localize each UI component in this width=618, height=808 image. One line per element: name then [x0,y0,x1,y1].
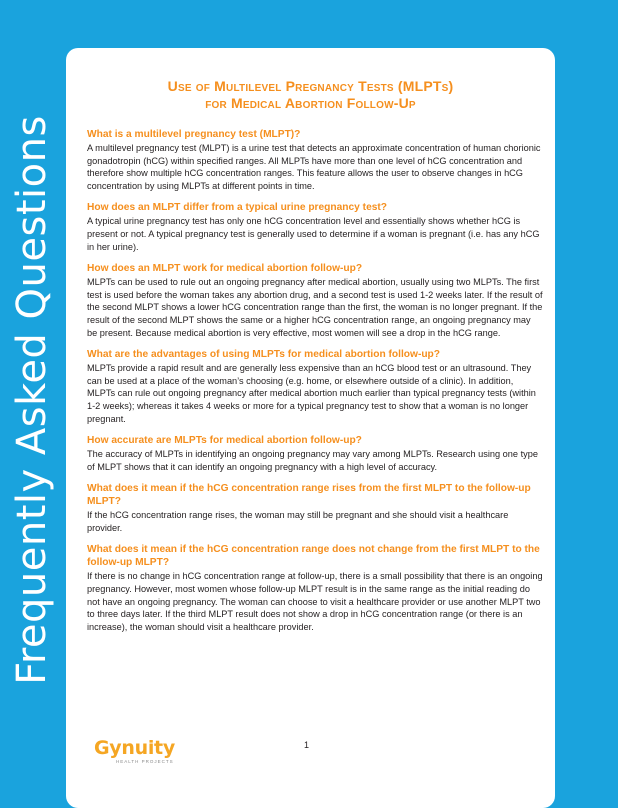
faq-question: How does an MLPT differ from a typical urine pregnancy test? [87,202,388,214]
faq-answer: MLPTs can be used to rule out an ongoing pregnancy after medical abortion, usually using two MLPTs. The first test is used before the woman takes any abortion drug, and a second test is used 1-2 weeks later. If the result of the second MLPT shows a lower hCG concentration range than the first, the woman is no longer pregnant. If the result of the second MLPT shows the same or a higher hCG concentration range, an ongoing pregnancy may be present. Because medical abortion is very effective, most women will see a drop in the hCG range. [87,277,543,338]
faq-answer: MLPTs provide a rapid result and are generally less expensive than an hCG blood test or an ultrasound. They can be used at a place of the woman’s choosing (e.g. home, or elsewhere outside of a clinic). In addition, MLPTs can rule out ongoing pregnancy after medical abortion much earlier than typical pregnancy tests (within 1-2 weeks); whereas it takes 4 weeks or more for a typical pregnancy test to show that a woman is no longer pregnant. [87,363,536,424]
faq-list [87,128,543,642]
document-page [66,48,555,808]
document-title [66,78,555,112]
faq-item-accuracy [87,434,543,473]
faq-question: How accurate are MLPTs for medical abortion follow-up? [87,435,362,447]
faq-item-range-rises [87,482,543,534]
faq-question: How does an MLPT work for medical abortion follow-up? [87,263,363,275]
faq-answer: The accuracy of MLPTs in identifying an ongoing pregnancy may vary among MLPTs. Research using one type of MLPT shows that it can identify an ongoing pregnancy with a high level of accuracy. [87,449,538,472]
faq-answer: A typical urine pregnancy test has only one hCG concentration level and essentially shows whether hCG is present or not. A typical pregnancy test is generally used to determine if a woman is pregnant (i.e. has any hCG in her urine). [87,216,540,252]
faq-item-range-unchanged [87,543,543,633]
faq-answer: A multilevel pregnancy test (MLPT) is a urine test that detects an approximate concentration of human chorionic gonadotropin (hCG) within specified ranges. All MLPTs have more than one level of hCG concentration and therefore show multiple hCG concentration ranges. This feature allows the user to observe changes in hCG concentration by using MLPTs at different points in time. [87,143,541,191]
faq-item-what-is-mlpt [87,128,543,192]
page-number: 1 [304,740,310,750]
logo-tagline: HEALTH PROJECTS [116,759,174,764]
faq-question: What is a multilevel pregnancy test (MLPT)? [87,129,301,140]
logo-wordmark: Gynuity [94,737,175,759]
faq-question: What are the advantages of using MLPTs for medical abortion follow-up? [87,349,440,361]
document-title-line-1: Use of Multilevel Pregnancy Tests (MLPTs) [167,78,454,94]
sidebar-title: Frequently Asked Questions [9,115,55,685]
faq-question: What does it mean if the hCG concentration range rises from the first MLPT to the follow-up MLPT? [87,483,531,508]
gynuity-logo [94,738,178,772]
faq-item-mlpt-vs-typical [87,201,543,253]
faq-item-how-mlpt-works [87,262,543,339]
document-title-line-2: for Medical Abortion Follow-Up [205,95,416,111]
faq-item-advantages [87,348,543,425]
faq-question: What does it mean if the hCG concentration range does not change from the first MLPT to the follow-up MLPT? [87,544,540,569]
faq-answer: If there is no change in hCG concentration range at follow-up, there is a small possibility that there is an ongoing pregnancy. However, most women whose follow-up MLPT result is in the same range as the initial reading do not have an ongoing pregnancy. The woman can choose to visit a healthcare provider or use another MLPT two to three days later. If the third MLPT result does not show a drop in hCG concentration range (or there is an increase), the woman should visit a healthcare provider. [87,571,543,632]
faq-answer: If the hCG concentration range rises, the woman may still be pregnant and she should visit a healthcare provider. [87,510,509,533]
sidebar-title-band [4,0,60,800]
